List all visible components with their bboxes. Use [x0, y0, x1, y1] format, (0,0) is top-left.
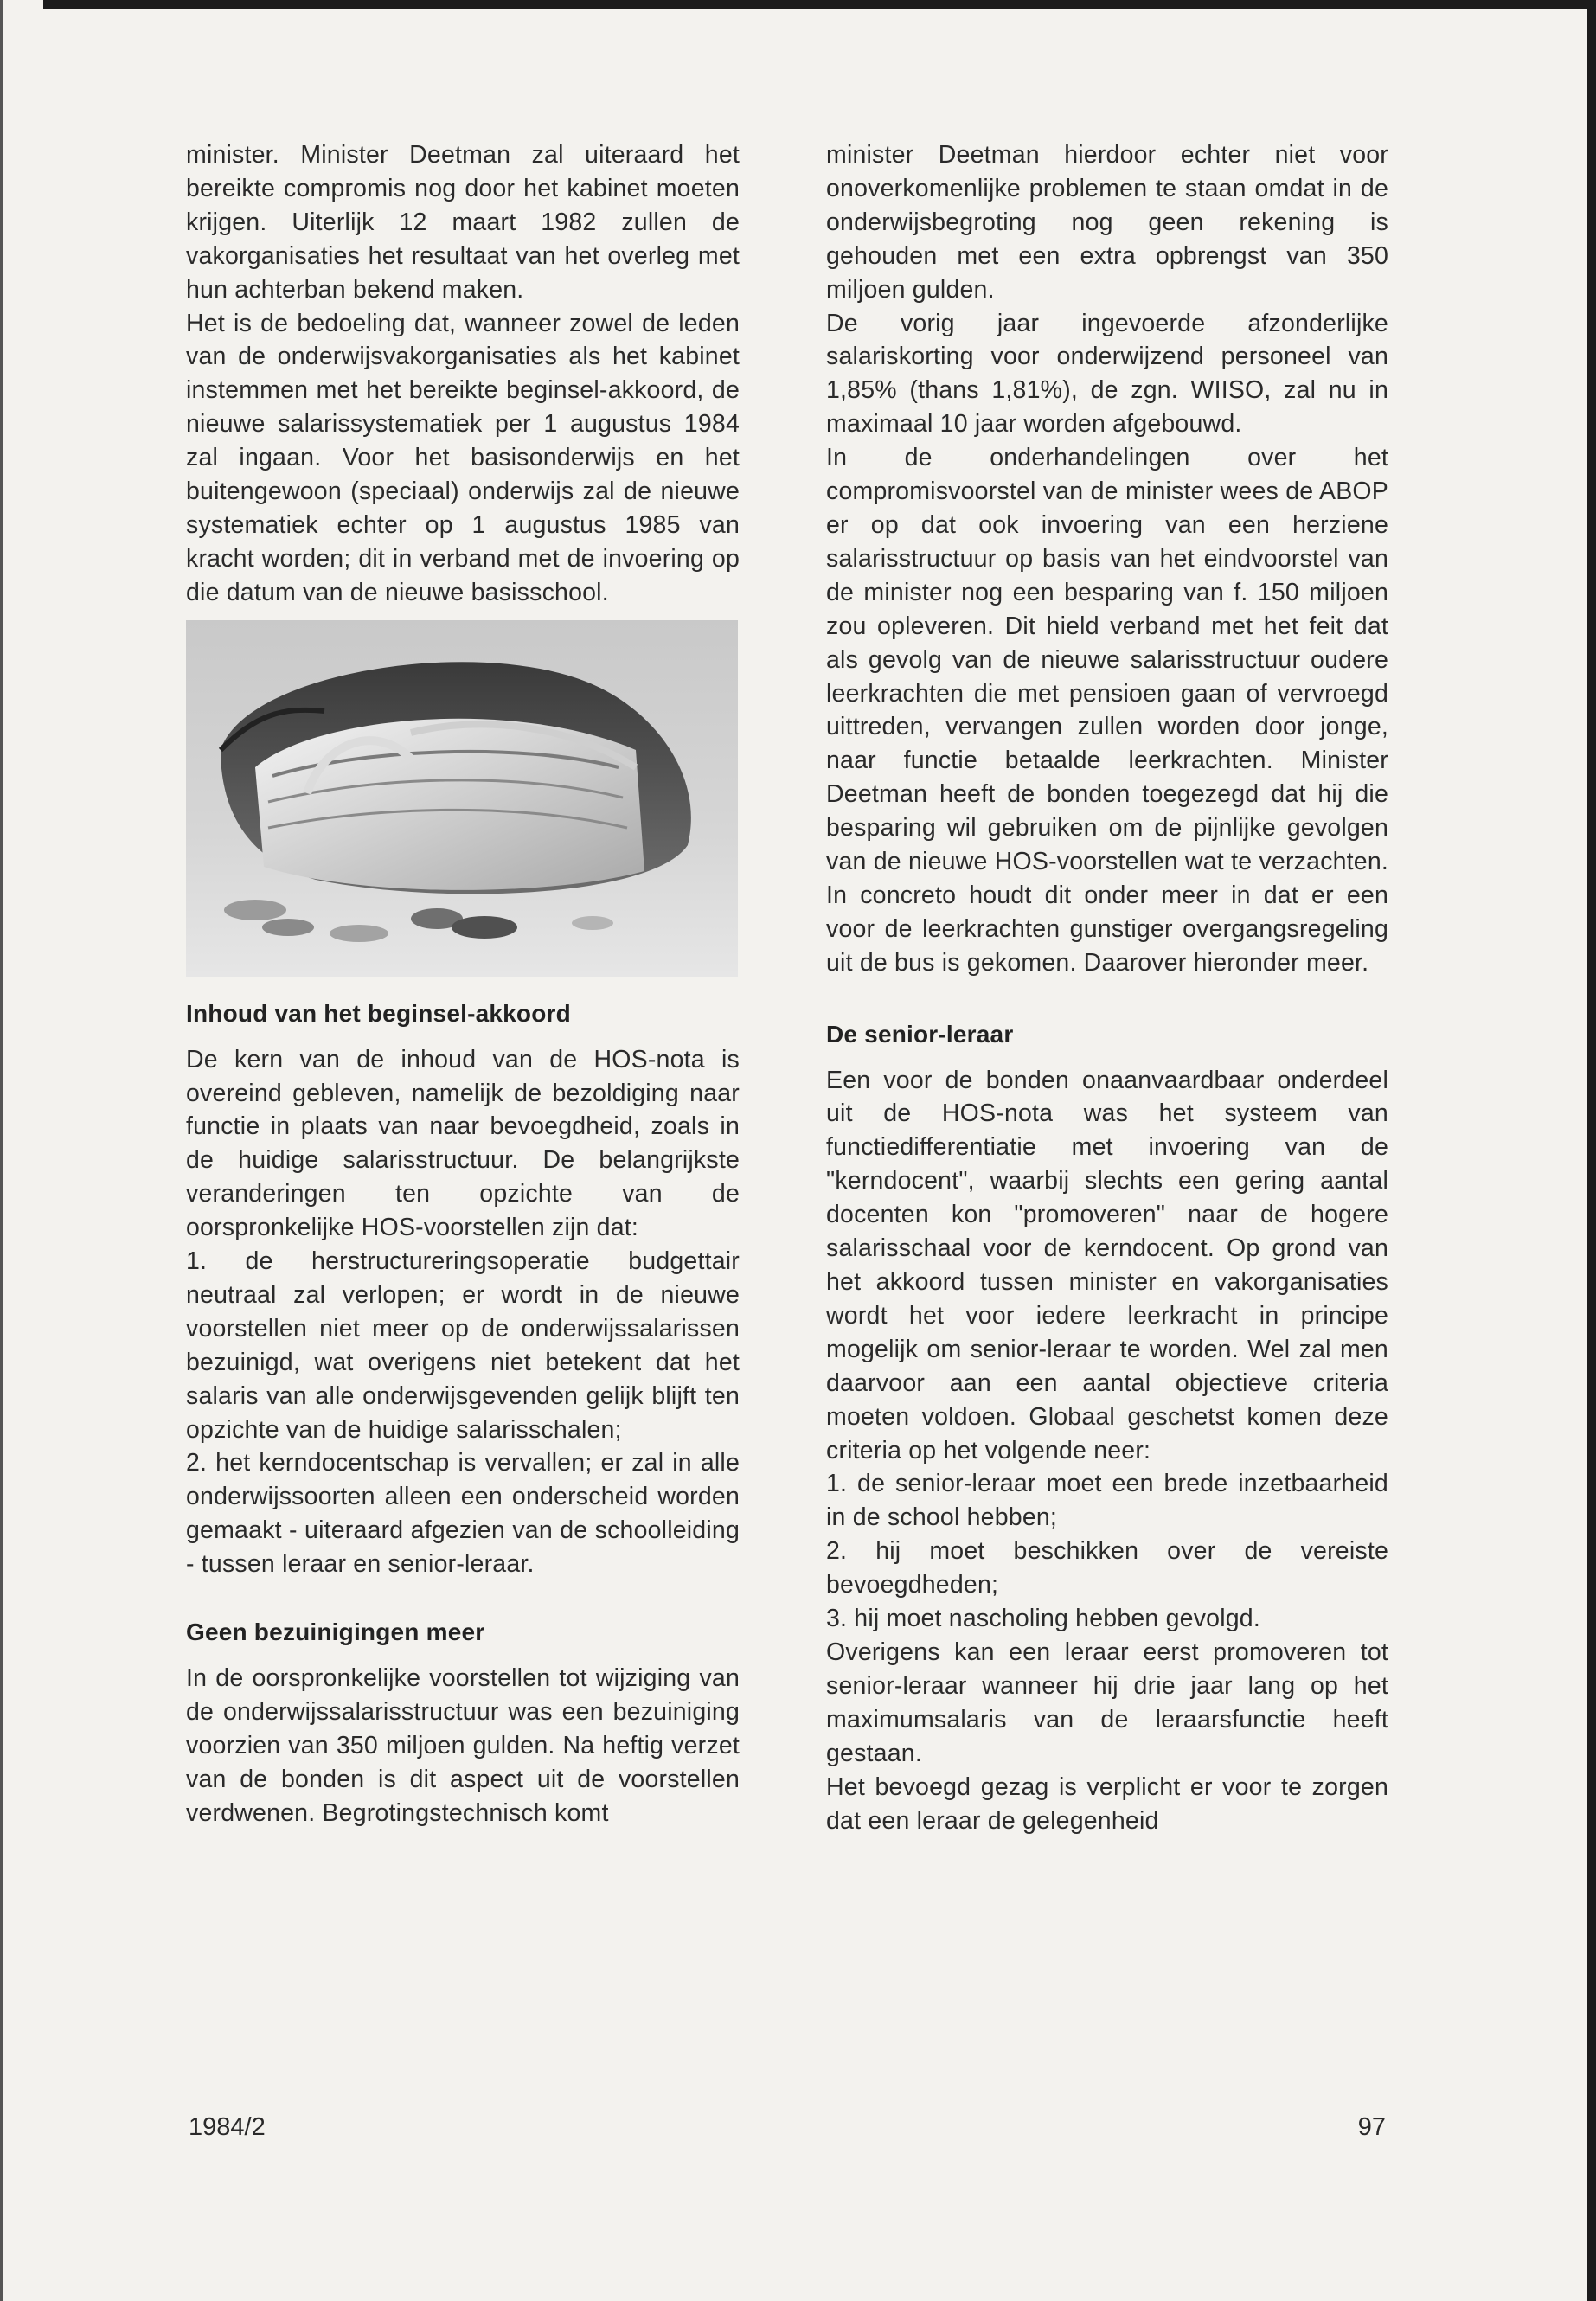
- section-heading-senior-leraar: De senior-leraar: [826, 1020, 1014, 1048]
- scan-border-left: [0, 0, 3, 2301]
- section-heading-bezuinigingen: Geen bezuinigingen meer: [186, 1618, 485, 1646]
- left-intro-paragraph-2: Het is de bedoeling dat, wanneer zowel de leden van de onderwijsvakorganisaties als het kabinet instemmen met het bereikte beginsel-akkoord, de nieuwe salarissystematiek per 1 augustus 1984 zal ingaan. Voor het basisonderwijs en het buitengewoon (speciaal) onderwijs zal de nieuwe systematiek echter op 1 augustus 1985 van kracht worden; dit in verband met de invoering op die datum van de nieuwe basisschool.: [186, 309, 740, 606]
- section1-paragraph-1: De kern van de inhoud van de HOS-nota is overeind gebleven, namelijk de bezoldiging naar functie in plaats van naar bevoegdheid, zoals in de huidige salarisstructuur. De belangrijkste veranderingen ten opzichte van de oorspronkelijke HOS-voorstellen zijn dat:: [186, 1045, 740, 1242]
- section1-paragraph-2: 1. de herstructureringsoperatie budgettair neutraal zal verlopen; er wordt in de nieuwe voorstellen niet meer op de onderwijssalarissen bezuinigd, wat overigens niet betekent dat het salaris van alle onderwijsgevenden gelijk blijft ten opzichte van de huidige salarisschalen;: [186, 1247, 740, 1444]
- issue-label: 1984/2: [189, 2113, 266, 2141]
- right-column: [826, 138, 1388, 1837]
- left-column: [186, 138, 740, 1830]
- section3-paragraph-3: 2. hij moet beschikken over de vereiste bevoegdheden;: [826, 1537, 1388, 1599]
- right-intro-paragraph-3: In de onderhandelingen over het compromisvoorstel van de minister wees de ABOP er op dat ook invoering van een herziene salarisstructuur op basis van het eindvoorstel van de minister nog een besparing van f. 150 miljoen zou opleveren. Dit hield verband met het feit dat als gevolg van de nieuwe salarisstructuur oudere leerkrachten die met pensioen gaan of vervroegd uittreden, vervangen zullen worden door jonge, naar functie betaalde leerkrachten. Minister Deetman heeft de bonden toegezegd dat hij die besparing wil gebruiken om de pijnlijke gevolgen van de nieuwe HOS-voorstellen wat te verzachten. In concreto houdt dit onder meer in dat er een voor de leerkrachten gunstiger overgangsregeling uit de bus is gekomen. Daarover hieronder meer.: [826, 444, 1388, 977]
- section3-paragraph-1: Een voor de bonden onaanvaardbaar onderdeel uit de HOS-nota was het systeem van functiedifferentiatie met invoering van de "kerndocent", waarbij slechts een gering aantal docenten kon "promoveren" naar de hogere salarisschaal voor de kerndocent. Op grond van het akkoord tussen minister en vakorganisaties wordt het voor iedere leerkracht in principe mogelijk om senior-leraar te worden. Wel zal men daarvoor aan een aantal objectieve criteria moeten voldoen. Globaal geschetst komen deze criteria op het volgende neer:: [826, 1066, 1388, 1465]
- section3-paragraph-2: 1. de senior-leraar moet een brede inzetbaarheid in de school hebben;: [826, 1470, 1388, 1532]
- right-intro-paragraph-2: De vorig jaar ingevoerde afzonderlijke salariskorting voor onderwijzend personeel van 1,85% (thans 1,81%), de zgn. WIISO, zal nu in maximaal 10 jaar worden afgebouwd.: [826, 309, 1388, 439]
- right-intro-paragraph-1: minister Deetman hierdoor echter niet voor onoverkomenlijke problemen te staan omdat in de onderwijsbegroting nog geen rekening is gehouden met een extra opbrengst van 350 miljoen gulden.: [826, 141, 1388, 304]
- purse-icon: [186, 620, 738, 977]
- section3-paragraph-6: Het bevoegd gezag is verplicht er voor te zorgen dat een leraar de gelegenheid: [826, 1772, 1388, 1835]
- section2-paragraph-1: In de oorspronkelijke voorstellen tot wijziging van de onderwijssalarisstructuur was een bezuiniging voorzien van 350 miljoen gulden. Na heftig verzet van de bonden is dit aspect uit de voorstellen verdwenen. Begrotingstechnisch komt: [186, 1664, 740, 1827]
- section1-paragraph-3: 2. het kerndocentschap is vervallen; er zal in alle onderwijssoorten alleen een onderscheid worden gemaakt - uiteraard afgezien van de schoolleiding - tussen leraar en senior-leraar.: [186, 1449, 740, 1579]
- purse-with-money-photo: [186, 620, 738, 977]
- section3-paragraph-5: Overigens kan een leraar eerst promoveren tot senior-leraar wanneer hij drie jaar lang op het maximumsalaris van de leraarsfunctie heeft gestaan.: [826, 1638, 1388, 1767]
- scan-border-right: [1587, 0, 1596, 2301]
- section-heading-inhoud: Inhoud van het beginsel-akkoord: [186, 999, 571, 1027]
- page-number: 97: [1357, 2113, 1386, 2141]
- scan-border-top: [43, 0, 1596, 9]
- left-intro-paragraph-1: minister. Minister Deetman zal uiteraard het bereikte compromis nog door het kabinet moeten krijgen. Uiterlijk 12 maart 1982 zullen de vakorganisaties het resultaat van het overleg met hun achterban bekend maken.: [186, 141, 740, 304]
- section3-paragraph-4: 3. hij moet nascholing hebben gevolgd.: [826, 1605, 1260, 1633]
